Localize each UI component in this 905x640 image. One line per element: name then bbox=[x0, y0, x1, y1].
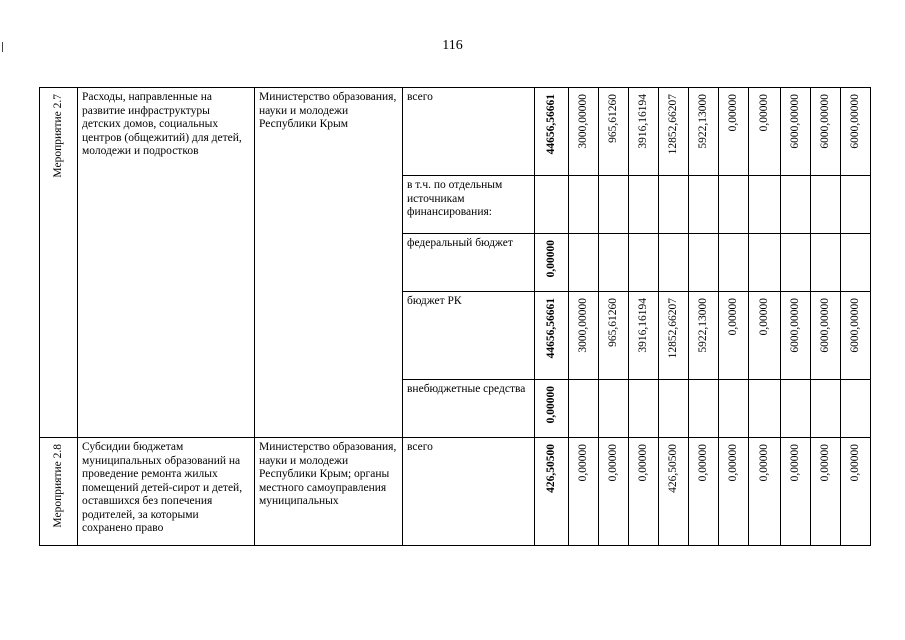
page-number: 116 bbox=[442, 38, 463, 53]
year-value-cell bbox=[841, 88, 871, 176]
year-value-cell bbox=[749, 176, 781, 234]
year-value: 0,00000 bbox=[726, 94, 739, 132]
year-value-cell bbox=[629, 438, 659, 546]
year-value-cell bbox=[719, 234, 749, 292]
year-value: 0,00000 bbox=[788, 444, 801, 482]
year-value: 0,00000 bbox=[636, 444, 649, 482]
year-value-cell bbox=[689, 438, 719, 546]
year-value: 0,00000 bbox=[757, 298, 770, 336]
year-value-cell bbox=[629, 292, 659, 380]
year-value: 0,00000 bbox=[576, 444, 589, 482]
year-value: 6000,00000 bbox=[818, 94, 831, 149]
description-cell: Субсидии бюджетам муниципальных образований на проведение ремонта жилых помещений детей-сирот и детей, оставшихся без попечения родителей, за которыми сохранено право bbox=[78, 438, 255, 546]
source-cell: федеральный бюджет bbox=[403, 234, 535, 292]
year-value: 6000,00000 bbox=[848, 94, 861, 149]
year-value-cell bbox=[749, 380, 781, 438]
year-value-cell bbox=[599, 380, 629, 438]
margin-mark bbox=[2, 42, 3, 52]
total-value: 44656,56661 bbox=[544, 298, 557, 359]
year-value: 0,00000 bbox=[696, 444, 709, 482]
year-value-cell bbox=[659, 438, 689, 546]
year-value: 6000,00000 bbox=[848, 298, 861, 353]
year-value-cell bbox=[599, 234, 629, 292]
year-value-cell bbox=[749, 234, 781, 292]
year-value-cell bbox=[841, 292, 871, 380]
table-row bbox=[40, 438, 871, 546]
total-value-cell bbox=[535, 88, 569, 176]
year-value-cell bbox=[659, 380, 689, 438]
year-value-cell bbox=[781, 292, 811, 380]
year-value: 12852,66207 bbox=[666, 94, 679, 155]
source-cell: в т.ч. по отдельным источникам финансирования: bbox=[403, 176, 535, 234]
total-value: 0,00000 bbox=[544, 240, 557, 278]
measure-cell bbox=[40, 88, 78, 438]
year-value: 3916,16194 bbox=[636, 94, 649, 149]
executor-cell: Министерство образования, науки и молодежи Республики Крым; органы местного самоуправления муниципальных bbox=[255, 438, 403, 546]
year-value-cell bbox=[781, 88, 811, 176]
source-cell: внебюджетные средства bbox=[403, 380, 535, 438]
year-value: 0,00000 bbox=[726, 444, 739, 482]
year-value-cell bbox=[841, 380, 871, 438]
year-value-cell bbox=[811, 438, 841, 546]
year-value-cell bbox=[629, 176, 659, 234]
year-value-cell bbox=[719, 380, 749, 438]
year-value-cell bbox=[599, 176, 629, 234]
total-value-cell bbox=[535, 292, 569, 380]
year-value: 426,50500 bbox=[666, 444, 679, 493]
year-value-cell bbox=[629, 88, 659, 176]
year-value-cell bbox=[659, 234, 689, 292]
year-value-cell bbox=[599, 88, 629, 176]
year-value-cell bbox=[811, 292, 841, 380]
year-value-cell bbox=[659, 88, 689, 176]
total-value-cell bbox=[535, 176, 569, 234]
year-value: 3000,00000 bbox=[576, 298, 589, 353]
year-value-cell bbox=[659, 292, 689, 380]
year-value-cell bbox=[689, 176, 719, 234]
year-value-cell bbox=[811, 380, 841, 438]
year-value-cell bbox=[811, 176, 841, 234]
year-value-cell bbox=[689, 234, 719, 292]
total-value-cell bbox=[535, 234, 569, 292]
year-value-cell bbox=[781, 176, 811, 234]
year-value-cell bbox=[629, 234, 659, 292]
year-value: 0,00000 bbox=[606, 444, 619, 482]
year-value: 3000,00000 bbox=[576, 94, 589, 149]
year-value-cell bbox=[749, 438, 781, 546]
measure-label: Мероприятие 2.7 bbox=[51, 94, 64, 178]
total-value: 0,00000 bbox=[544, 386, 557, 424]
year-value-cell bbox=[569, 176, 599, 234]
year-value: 12852,66207 bbox=[666, 298, 679, 359]
year-value-cell bbox=[569, 438, 599, 546]
year-value-cell bbox=[569, 234, 599, 292]
year-value-cell bbox=[719, 88, 749, 176]
total-value: 426,50500 bbox=[544, 444, 557, 493]
year-value-cell bbox=[599, 438, 629, 546]
year-value-cell bbox=[811, 234, 841, 292]
year-value: 6000,00000 bbox=[818, 298, 831, 353]
measure-label: Мероприятие 2.8 bbox=[51, 444, 64, 528]
year-value-cell bbox=[569, 292, 599, 380]
year-value: 6000,00000 bbox=[788, 298, 801, 353]
table-row bbox=[40, 88, 871, 176]
year-value-cell bbox=[811, 88, 841, 176]
year-value-cell bbox=[841, 176, 871, 234]
year-value-cell bbox=[689, 292, 719, 380]
year-value-cell bbox=[781, 234, 811, 292]
year-value: 965,61260 bbox=[606, 94, 619, 143]
year-value: 0,00000 bbox=[726, 298, 739, 336]
year-value: 5922,13000 bbox=[696, 298, 709, 353]
executor-cell: Министерство образования, науки и молодежи Республики Крым bbox=[255, 88, 403, 438]
source-cell: всего bbox=[403, 88, 535, 176]
source-cell: бюджет РК bbox=[403, 292, 535, 380]
year-value: 965,61260 bbox=[606, 298, 619, 347]
total-value-cell bbox=[535, 438, 569, 546]
year-value: 0,00000 bbox=[818, 444, 831, 482]
year-value-cell bbox=[749, 292, 781, 380]
year-value: 0,00000 bbox=[757, 444, 770, 482]
budget-table bbox=[39, 87, 871, 546]
year-value-cell bbox=[781, 380, 811, 438]
measure-cell bbox=[40, 438, 78, 546]
year-value: 3916,16194 bbox=[636, 298, 649, 353]
year-value-cell bbox=[689, 88, 719, 176]
source-cell: всего bbox=[403, 438, 535, 546]
total-value: 44656,56661 bbox=[544, 94, 557, 155]
year-value-cell bbox=[659, 176, 689, 234]
year-value-cell bbox=[841, 438, 871, 546]
year-value-cell bbox=[749, 88, 781, 176]
year-value: 6000,00000 bbox=[788, 94, 801, 149]
year-value-cell bbox=[569, 380, 599, 438]
year-value-cell bbox=[719, 176, 749, 234]
year-value-cell bbox=[719, 292, 749, 380]
year-value-cell bbox=[719, 438, 749, 546]
total-value-cell bbox=[535, 380, 569, 438]
year-value: 0,00000 bbox=[848, 444, 861, 482]
year-value: 5922,13000 bbox=[696, 94, 709, 149]
year-value-cell bbox=[599, 292, 629, 380]
year-value-cell bbox=[569, 88, 599, 176]
description-cell: Расходы, направленные на развитие инфраструктуры детских домов, социальных центров (общежитий) для детей, молодежи и подростков bbox=[78, 88, 255, 438]
year-value-cell bbox=[689, 380, 719, 438]
year-value-cell bbox=[629, 380, 659, 438]
year-value: 0,00000 bbox=[757, 94, 770, 132]
year-value-cell bbox=[781, 438, 811, 546]
year-value-cell bbox=[841, 234, 871, 292]
